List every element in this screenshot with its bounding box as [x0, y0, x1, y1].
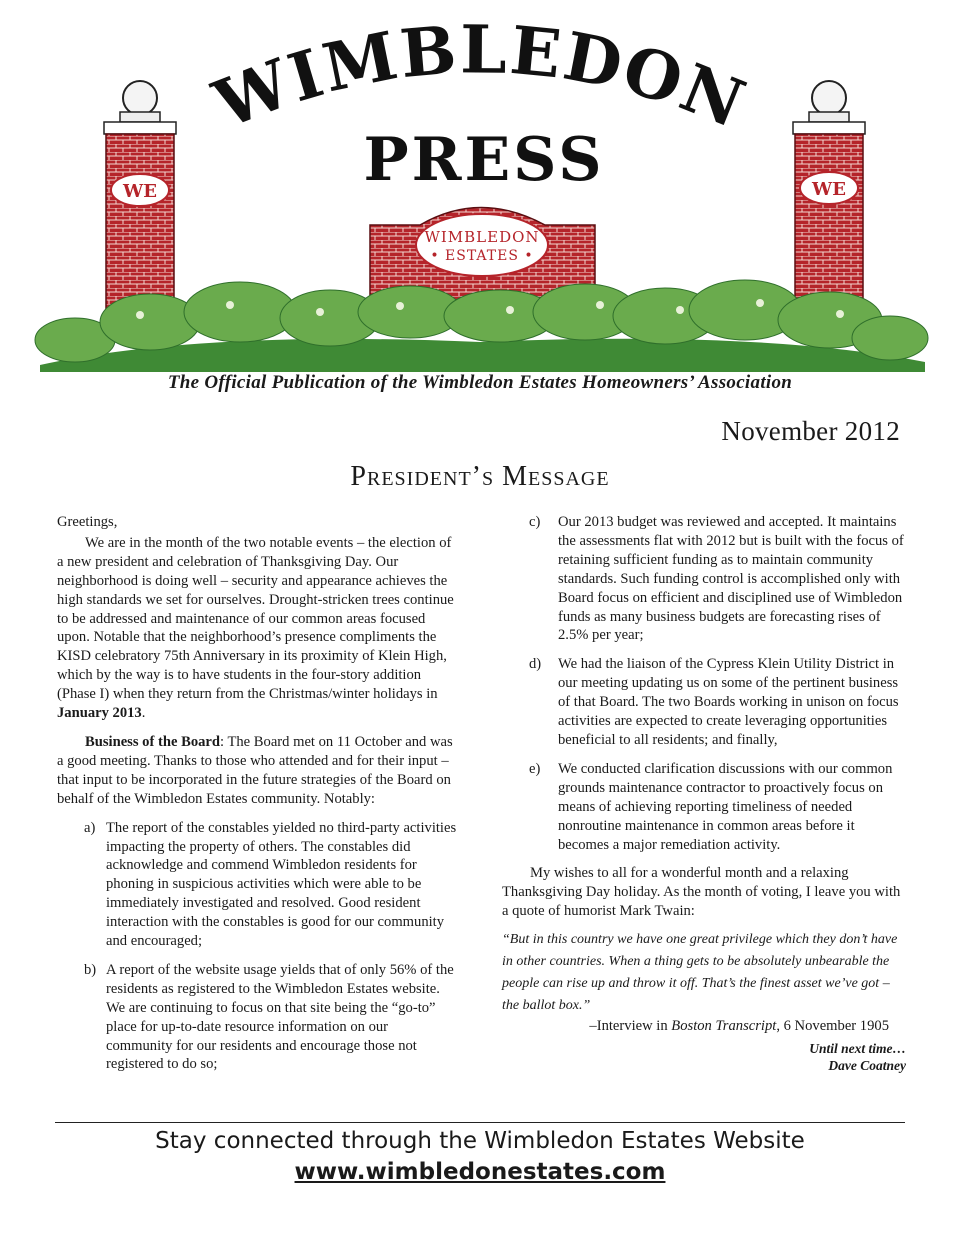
masthead-tagline: The Official Publication of the Wimbledon Estates Homeowners’ Association	[167, 372, 793, 393]
intro-end: .	[141, 705, 146, 722]
board-text: : The Board met on 11 October and was a good meeting. Thanks to those who attended and for their input – that input to be incorporated in the future strategies of the Board on behalf of the Wimbledon Estates community. Notably:	[57, 733, 453, 807]
right-column	[502, 513, 906, 1074]
intro-paragraph	[57, 534, 457, 723]
board-heading: Business of the Board	[85, 733, 221, 750]
quote-attribution	[502, 1017, 906, 1036]
list-item	[57, 961, 457, 1074]
footer-cta: Stay connected through the Wimbledon Estates Website	[155, 1128, 805, 1154]
greeting: Greetings,	[57, 514, 118, 530]
masthead-illustration	[0, 0, 960, 410]
list-item-text: The report of the constables yielded no third-party activities impacting the property of others. The constables did acknowledge and commend Wimbledon residents for phoning in suspicious activities which were able to be immediately investigated and resolved. Good resident interaction with the constables is good for our community and encouraged;	[106, 819, 457, 950]
intro-text: We are in the month of the two notable events – the election of a new president and celebration of Thanksgiving Day. Our neighborhood is doing well – security and appearance achieves the high standards we set for ourselves. Drought-stricken trees continue to be addressed and maintenance of our common areas focused upon. Notable that the neighborhood’s presence compliments the KISD celebratory 75th Anniversary in its proximity of Klein High, which by the way is to have students in the four-story addition (Phase I) when they return from the Christmas/winter holidays in	[57, 534, 454, 703]
footer-url	[0, 1159, 960, 1185]
list-item-text: A report of the website usage yields that of only 56% of the residents as registered to the Wimbledon Estates website. We are continuing to focus on that site being the “go-to” place for up-to-date resource information on our community for our residents and encourage those not registered to do so;	[106, 961, 454, 1073]
attribution-source: Boston Transcript	[671, 1018, 777, 1035]
list-item	[502, 513, 906, 645]
list-marker: c)	[529, 514, 541, 530]
closing-paragraph: My wishes to all for a wonderful month and a relaxing Thanksgiving Day holiday. As the month of voting, I leave you with a quote of humorist Mark Twain:	[502, 865, 901, 920]
section-title: President’s Message	[350, 461, 610, 492]
twain-quote: “But in this country we have one great privilege which they don’t have in other countries. When a thing gets to be absolutely unbearable the people can rise up and throw it off. That’s the finest asset we’ve got – the ballot box.”	[502, 932, 898, 1014]
svg-text:WIMBLEDON: WIMBLEDON	[424, 228, 540, 246]
left-pillar	[104, 81, 176, 309]
list-marker: d)	[529, 656, 542, 673]
issue-date: November 2012	[721, 416, 900, 446]
list-item-text: Our 2013 budget was reviewed and accepted. It maintains the assessments flat with 2012 but is built with the focus of retaining sufficient funding as to maintain community standards. Such funding control is accomplished only with Board focus on efficient and disciplined use of Wimbledon funds as many business budgets are forecasting rises of 2.5% per year;	[558, 514, 904, 644]
footer-divider	[55, 1122, 905, 1123]
board-paragraph	[57, 733, 457, 809]
list-item	[502, 760, 906, 855]
left-column	[57, 513, 457, 1074]
signoff: Until next time…	[809, 1041, 906, 1057]
signature: Dave Coatney	[828, 1058, 906, 1074]
attribution-prefix: –Interview in	[589, 1018, 672, 1035]
list-item	[57, 819, 457, 951]
svg-text:• ESTATES •: • ESTATES •	[430, 248, 534, 264]
attribution-suffix: , 6 November 1905	[776, 1018, 889, 1035]
list-marker: a)	[84, 819, 96, 836]
website-link[interactable]: www.wimbledonestates.com	[294, 1159, 666, 1185]
list-item-text: We had the liaison of the Cypress Klein Utility District in our meeting updating us on some of the pertinent business of that Board. The two Boards working in unison on focus activities are expected to create leveraging opportunities beneficial to all residents; and finally,	[558, 656, 899, 748]
intro-date: January 2013	[57, 705, 142, 722]
list-marker: b)	[84, 961, 97, 978]
svg-text:WE: WE	[123, 181, 157, 202]
masthead-title-press: PRESS	[363, 125, 605, 195]
list-item	[502, 655, 906, 750]
list-marker: e)	[529, 760, 541, 777]
right-pillar	[793, 81, 865, 309]
svg-text:WE: WE	[812, 179, 846, 200]
list-item-text: We conducted clarification discussions with our common grounds maintenance contractor to proactively focus on means of achieving reporting timeliness of needed nonroutine maintenance in common areas before it becomes a major remediation activity.	[558, 760, 893, 853]
masthead-title-arc: WIMBLEDON	[203, 10, 757, 144]
masthead	[0, 0, 960, 410]
